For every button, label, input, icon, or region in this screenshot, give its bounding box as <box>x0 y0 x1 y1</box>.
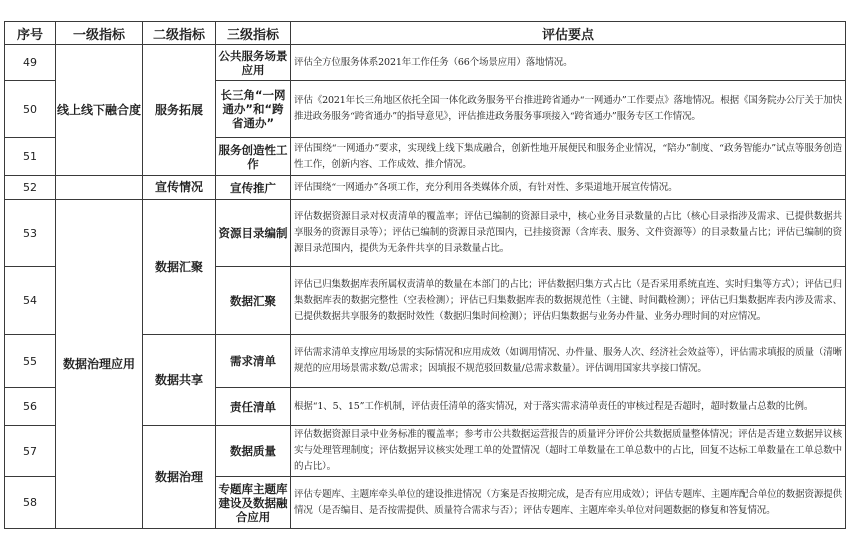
key-points-cell: 评估数据资源目录中业务标准的覆盖率；参考市公共数据运营报告的质量评分评价公共数据质量整体情况；评估是否建立数据异议核实与处理管理制度；评估数据异议核实处理工单的处置情况（超时工单数量在工单总数中的占比，回复不达标工单数量在工单总数中的占比）。 <box>291 426 846 477</box>
row-number: 54 <box>5 267 56 335</box>
header-level2: 二级指标 <box>143 22 216 45</box>
row-number: 50 <box>5 81 56 138</box>
header-no: 序号 <box>5 22 56 45</box>
table-row <box>5 200 846 267</box>
header-row <box>5 22 846 45</box>
level3-cell: 需求清单 <box>216 335 291 388</box>
row-number: 57 <box>5 426 56 477</box>
key-points-cell: 评估已归集数据库表所属权责清单的数量在本部门的占比；评估数据归集方式占比（是否采用系统直连、实时归集等方式）；评估已归集数据库表的数据完整性（空表检测）；评估已归集数据库表的数据规范性（主键、时间戳检测）；评估已归集数据库表内涉及需求、已提供数据共享服务的数据时效性（数据归集时间检测）；评估归集数据与业务办件量、业务办理时间的对应情况。 <box>291 267 846 335</box>
header-level1: 一级指标 <box>56 22 143 45</box>
level3-cell: 宣传推广 <box>216 176 291 200</box>
evaluation-table <box>4 21 846 529</box>
row-number: 58 <box>5 477 56 529</box>
level3-cell: 数据质量 <box>216 426 291 477</box>
level1-cell: 线上线下融合度 <box>56 45 143 176</box>
row-number: 55 <box>5 335 56 388</box>
header-key-points: 评估要点 <box>291 22 846 45</box>
key-points-cell: 评估《2021年长三角地区依托全国一体化政务服务平台推进跨省通办“一网通办”工作要点》落地情况。根据《国务院办公厅关于加快推进政务服务“跨省通办”的指导意见》，评估推进政务服务事项接入“跨省通办”服务专区工作情况。 <box>291 81 846 138</box>
level2-cell: 数据共享 <box>143 335 216 426</box>
key-points-cell: 评估围绕“一网通办”各项工作，充分利用各类媒体介质，有针对性、多渠道地开展宣传情况。 <box>291 176 846 200</box>
level3-cell: 责任清单 <box>216 388 291 426</box>
table-row <box>5 176 846 200</box>
level3-cell: 长三角“一网通办”和“跨省通办” <box>216 81 291 138</box>
level2-cell: 数据汇聚 <box>143 200 216 335</box>
level2-cell: 数据治理 <box>143 426 216 529</box>
key-points-cell: 评估需求清单支撑应用场景的实际情况和应用成效（如调用情况、办件量、服务人次、经济社会效益等），评估需求填报的质量（清晰规范的应用场景需求数/总需求；因填报不规范驳回数量/总需求数量）。评估调用国家共享接口情况。 <box>291 335 846 388</box>
level3-cell: 数据汇聚 <box>216 267 291 335</box>
key-points-cell: 评估数据资源目录对权责清单的覆盖率；评估已编制的资源目录中，核心业务目录数量的占比（核心目录指涉及需求、已提供数据共享服务的资源目录等）；评估已编制的资源目录范围内，已挂接资源（含库表、服务、文件资源等）的目录数量占比；评估已编制的资源目录范围内，提供为无条件共享的目录数量占比。 <box>291 200 846 267</box>
table-row <box>5 45 846 81</box>
level2-cell: 宣传情况 <box>143 176 216 200</box>
key-points-cell: 根据“1、5、15”工作机制，评估责任清单的落实情况，对于落实需求清单责任的审核过程是否超时，超时数量占总数的比例。 <box>291 388 846 426</box>
row-number: 56 <box>5 388 56 426</box>
level3-cell: 服务创造性工作 <box>216 138 291 176</box>
header-level3: 三级指标 <box>216 22 291 45</box>
level2-cell: 服务拓展 <box>143 45 216 176</box>
key-points-cell: 评估围绕“一网通办”要求，实现线上线下集成融合，创新性地开展便民和服务企业情况，“陪办”制度、“政务智能办”试点等服务创造性工作，创新内容、工作成效、推介情况。 <box>291 138 846 176</box>
level3-cell: 专题库主题库建设及数据融合应用 <box>216 477 291 529</box>
level1-cell-empty <box>56 176 143 200</box>
row-number: 52 <box>5 176 56 200</box>
key-points-cell: 评估专题库、主题库牵头单位的建设推进情况（方案是否按期完成，是否有应用成效）；评估专题库、主题库配合单位的数据资源提供情况（是否编目、是否按需提供、质量符合需求与否）；评估专题库、主题库牵头单位对问题数据的修复和答复情况。 <box>291 477 846 529</box>
row-number: 49 <box>5 45 56 81</box>
evaluation-table-container <box>4 21 846 529</box>
key-points-cell: 评估全方位服务体系2021年工作任务（66个场景应用）落地情况。 <box>291 45 846 81</box>
level3-cell: 公共服务场景应用 <box>216 45 291 81</box>
level3-cell: 资源目录编制 <box>216 200 291 267</box>
row-number: 51 <box>5 138 56 176</box>
level1-cell: 数据治理应用 <box>56 200 143 529</box>
row-number: 53 <box>5 200 56 267</box>
